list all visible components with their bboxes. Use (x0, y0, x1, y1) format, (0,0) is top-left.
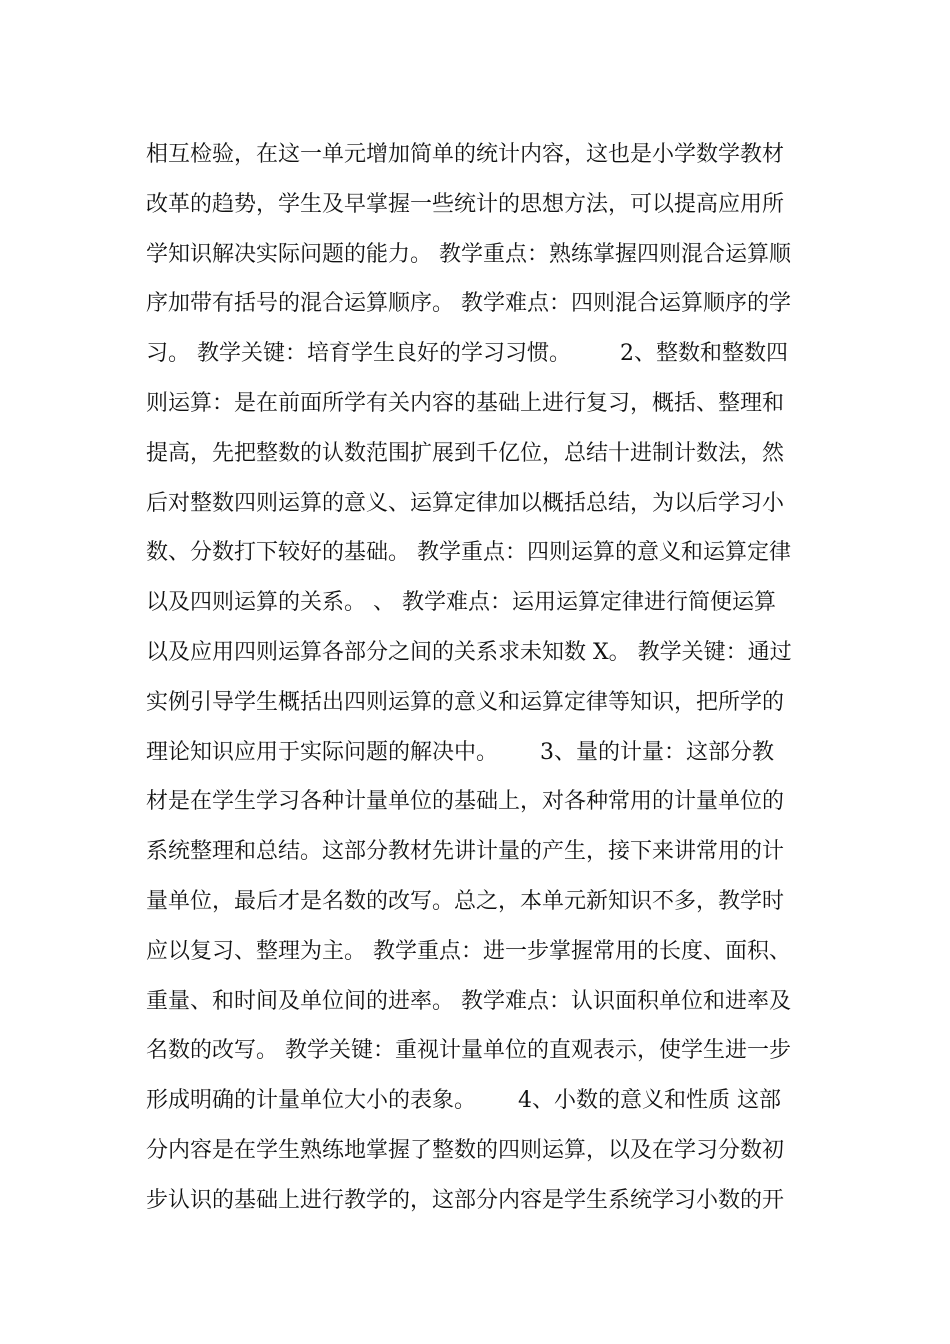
text-line: 理论知识应用于实际问题的解决中。 3、量的计量：这部分教 (146, 739, 774, 765)
text-line: 步认识的基础上进行教学的，这部分内容是学生系统学习小数的开 (146, 1187, 785, 1213)
text-line: 重量、和时间及单位间的进率。 教学难点：认识面积单位和进率及 (146, 988, 791, 1014)
text-line: 相互检验，在这一单元增加简单的统计内容，这也是小学数学教材 (146, 142, 785, 167)
text-line: 量单位，最后才是名数的改写。总之，本单元新知识不多，教学时 (146, 888, 785, 914)
text-line: 系统整理和总结。这部分教材先讲计量的产生，接下来讲常用的计 (146, 839, 785, 865)
text-line: 材是在学生学习各种计量单位的基础上，对各种常用的计量单位的 (146, 789, 785, 815)
text-line: 以及四则运算的关系。 、 教学难点：运用运算定律进行简便运算 (146, 590, 776, 616)
text-line: 分内容是在学生熟练地掌握了整数的四则运算，以及在学习分数初 (146, 1137, 785, 1163)
text-line: 改革的趋势，学生及早掌握一些统计的思想方法，可以提高应用所 (146, 191, 785, 217)
text-line: 形成明确的计量单位大小的表象。 4、小数的意义和性质 这部 (146, 1088, 781, 1114)
text-line: 习。 教学关键：培育学生良好的学习习惯。 2、整数和整数四 (146, 341, 788, 367)
text-line: 以及应用四则运算各部分之间的关系求未知数 X。 教学关键：通过 (146, 639, 792, 665)
text-line: 则运算：是在前面所学有关内容的基础上进行复习，概括、整理和 (146, 390, 785, 416)
text-line: 学知识解决实际问题的能力。 教学重点：熟练掌握四则混合运算顺 (146, 241, 791, 267)
text-line: 名数的改写。 教学关键：重视计量单位的直观表示，使学生进一步 (146, 1038, 791, 1064)
body-text (146, 130, 816, 1226)
text-line: 实例引导学生概括出四则运算的意义和运算定律等知识，把所学的 (146, 689, 785, 715)
text-line: 数、分数打下较好的基础。 教学重点：四则运算的意义和运算定律 (146, 540, 791, 566)
text-line: 序加带有括号的混合运算顺序。 教学难点：四则混合运算顺序的学 (146, 291, 791, 317)
text-line: 提高，先把整数的认数范围扩展到千亿位，总结十进制计数法，然 (146, 440, 785, 466)
text-line: 应以复习、整理为主。 教学重点：进一步掌握常用的长度、面积、 (146, 938, 791, 964)
text-line: 后对整数四则运算的意义、运算定律加以概括总结，为以后学习小 (146, 490, 785, 516)
